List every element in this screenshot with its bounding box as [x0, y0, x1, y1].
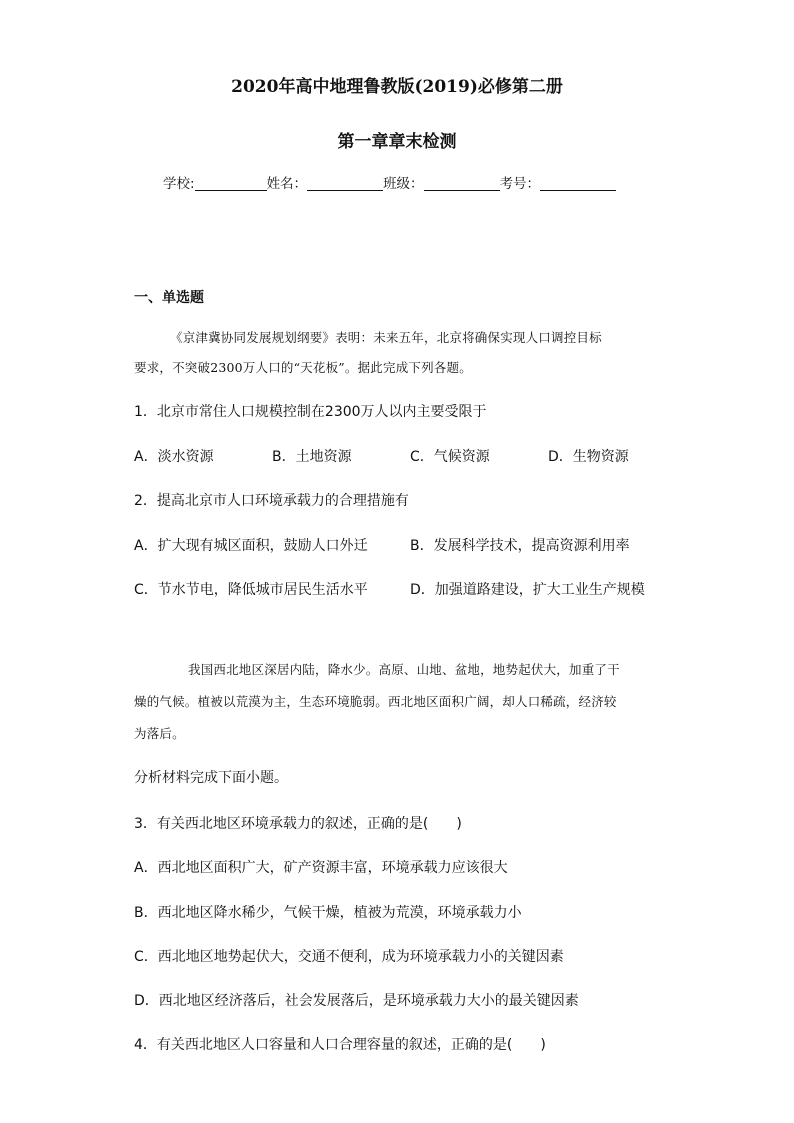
- number-blank[interactable]: [540, 176, 616, 191]
- material1-line2: 要求，不突破2300万人口的“天花板”。据此完成下列各题。: [134, 360, 472, 375]
- q3-option-a[interactable]: A．西北地区面积广大，矿产资源丰富，环境承载力应该很大: [134, 860, 508, 876]
- q2-option-b[interactable]: B．发展科学技术，提高资源利用率: [410, 538, 630, 554]
- q2-option-c[interactable]: C．节水节电，降低城市居民生活水平: [134, 582, 368, 598]
- school-label: 学校:: [163, 176, 195, 192]
- material2-line1: 我国西北地区深居内陆，降水少。高原、山地、盆地，地势起伏大，加重了干: [188, 662, 620, 677]
- class-blank[interactable]: [424, 176, 500, 191]
- section-heading: 一、单选题: [134, 290, 204, 306]
- question-1-stem: 1．北京市常住人口规模控制在2300万人以内主要受限于: [134, 404, 487, 420]
- q3-option-d[interactable]: D．西北地区经济落后，社会发展落后，是环境承载力大小的最关键因素: [134, 993, 579, 1009]
- question-3-stem: 3．有关西北地区环境承载力的叙述，正确的是( ): [134, 816, 462, 832]
- analysis-prompt: 分析材料完成下面小题。: [134, 770, 288, 786]
- q3-option-b[interactable]: B．西北地区降水稀少，气候干燥，植被为荒漠，环境承载力小: [134, 905, 522, 921]
- q1-option-b[interactable]: B．土地资源: [272, 449, 352, 465]
- school-blank[interactable]: [195, 176, 267, 191]
- material2-line2: 燥的气候。植被以荒漠为主，生态环境脆弱。西北地区面积广阔，却人口稀疏，经济较: [134, 694, 617, 709]
- document-subtitle: 第一章章末检测: [337, 132, 457, 152]
- student-info-row: [163, 172, 616, 192]
- name-label: 姓名：: [266, 176, 308, 192]
- q1-option-c[interactable]: C．气候资源: [410, 449, 490, 465]
- document-title: 2020年高中地理鲁教版(2019)必修第二册: [231, 77, 563, 97]
- q2-option-d[interactable]: D．加强道路建设，扩大工业生产规模: [410, 582, 645, 598]
- q1-option-a[interactable]: A．淡水资源: [134, 449, 214, 465]
- material1-line1: 《京津冀协同发展规划纲要》表明：未来五年，北京将确保实现人口调控目标: [170, 330, 602, 345]
- number-label: 考号：: [499, 176, 541, 192]
- question-4-stem: 4．有关西北地区人口容量和人口合理容量的叙述，正确的是( ): [134, 1037, 546, 1053]
- q1-option-d[interactable]: D．生物资源: [548, 449, 629, 465]
- q2-option-a[interactable]: A．扩大现有城区面积，鼓励人口外迁: [134, 538, 368, 554]
- question-2-stem: 2．提高北京市人口环境承载力的合理措施有: [134, 493, 409, 509]
- name-blank[interactable]: [307, 176, 383, 191]
- class-label: 班级：: [383, 176, 424, 192]
- material2-line3: 为落后。: [134, 726, 185, 741]
- q3-option-c[interactable]: C．西北地区地势起伏大，交通不便利，成为环境承载力小的关键因素: [134, 949, 564, 965]
